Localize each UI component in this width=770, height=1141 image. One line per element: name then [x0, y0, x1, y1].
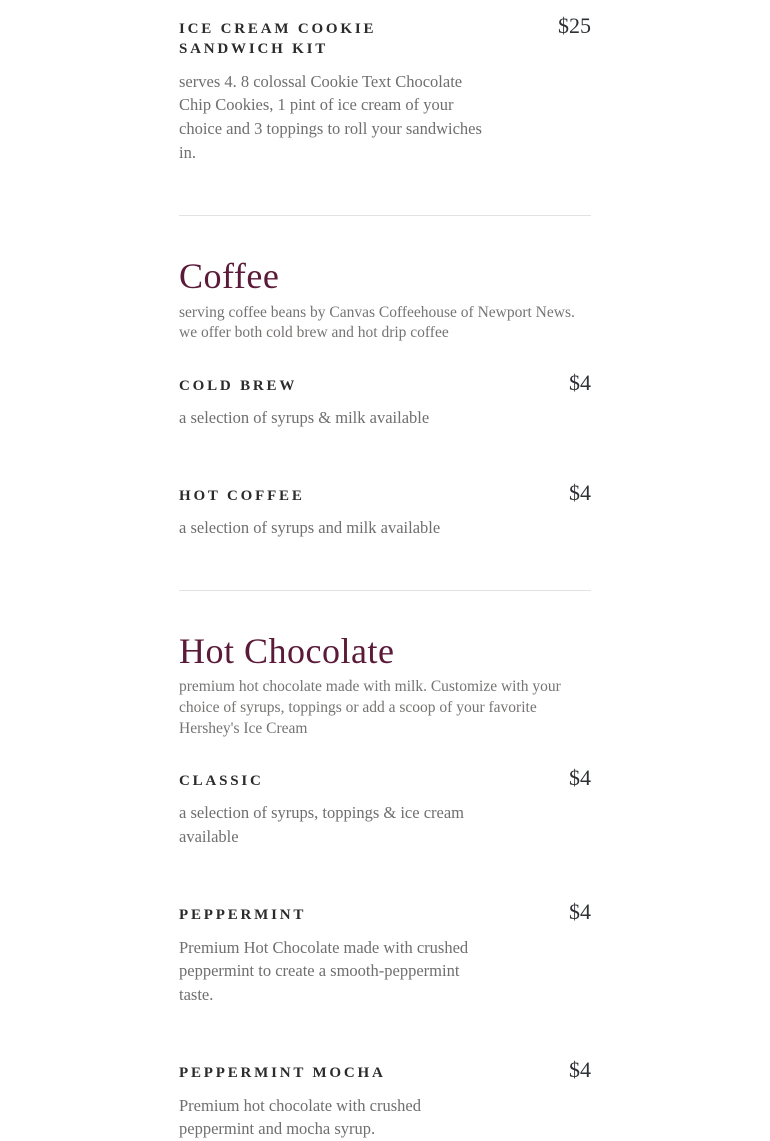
menu-item-description: a selection of syrups and milk available	[179, 518, 441, 538]
menu-item-name: CLASSIC	[179, 773, 264, 790]
menu-item-text	[179, 19, 484, 165]
section-divider	[179, 590, 591, 591]
menu-item-description: a selection of syrups & milk available	[179, 407, 430, 427]
menu-item-text	[179, 905, 484, 1007]
section-title: Hot Chocolate	[179, 631, 395, 672]
menu-item-price: $4	[569, 369, 591, 395]
menu-item	[179, 13, 591, 165]
menu-item	[179, 480, 591, 540]
menu-section-hot-chocolate	[179, 631, 591, 1141]
menu-item	[179, 1057, 591, 1141]
menu-item-description: Premium Hot Chocolate made with crushed peppermint to create a smooth-peppermint taste.	[179, 937, 469, 1005]
menu-item	[179, 899, 591, 1007]
menu-section-coffee	[179, 256, 591, 540]
section-divider	[179, 215, 591, 216]
menu-item-name: PEPPERMINT MOCHA	[179, 1065, 386, 1082]
section-title: Coffee	[179, 256, 280, 297]
menu-item-text	[179, 1063, 484, 1141]
menu-item-name: COLD BREW	[179, 377, 298, 394]
section-description: serving coffee beans by Canvas Coffeehouse of Newport News. we offer both cold brew and hot drip coffee	[179, 303, 575, 342]
menu-item-description: serves 4. 8 colossal Cookie Text Chocolate Chip Cookies, 1 pint of ice cream of your choice and 3 toppings to roll your sandwiches in.	[179, 71, 482, 163]
menu-page	[179, 0, 591, 1141]
menu-item-price: $4	[569, 765, 591, 791]
section-description: premium hot chocolate made with milk. Customize with your choice of syrups, toppings or add a scoop of your favorite Hershey's Ice Cream	[179, 678, 561, 737]
menu-item-text	[179, 486, 484, 540]
menu-item-name: HOT COFFEE	[179, 487, 305, 504]
menu-item-name: PEPPERMINT	[179, 907, 307, 924]
menu-item-name: ICE CREAM COOKIE SANDWICH KIT	[179, 21, 377, 58]
menu-item-description: a selection of syrups, toppings & ice cream available	[179, 803, 465, 847]
menu-item-price: $4	[569, 899, 591, 925]
menu-item-text	[179, 376, 484, 430]
menu-item-price: $4	[569, 479, 591, 505]
menu-item-description: Premium hot chocolate with crushed peppermint and mocha syrup.	[179, 1095, 421, 1139]
menu-item-price: $4	[569, 1057, 591, 1083]
menu-item-price: $25	[558, 13, 591, 38]
menu-item	[179, 370, 591, 430]
menu-item	[179, 765, 591, 849]
menu-section-ice-cream-kits	[179, 13, 591, 165]
menu-item-text	[179, 771, 484, 849]
